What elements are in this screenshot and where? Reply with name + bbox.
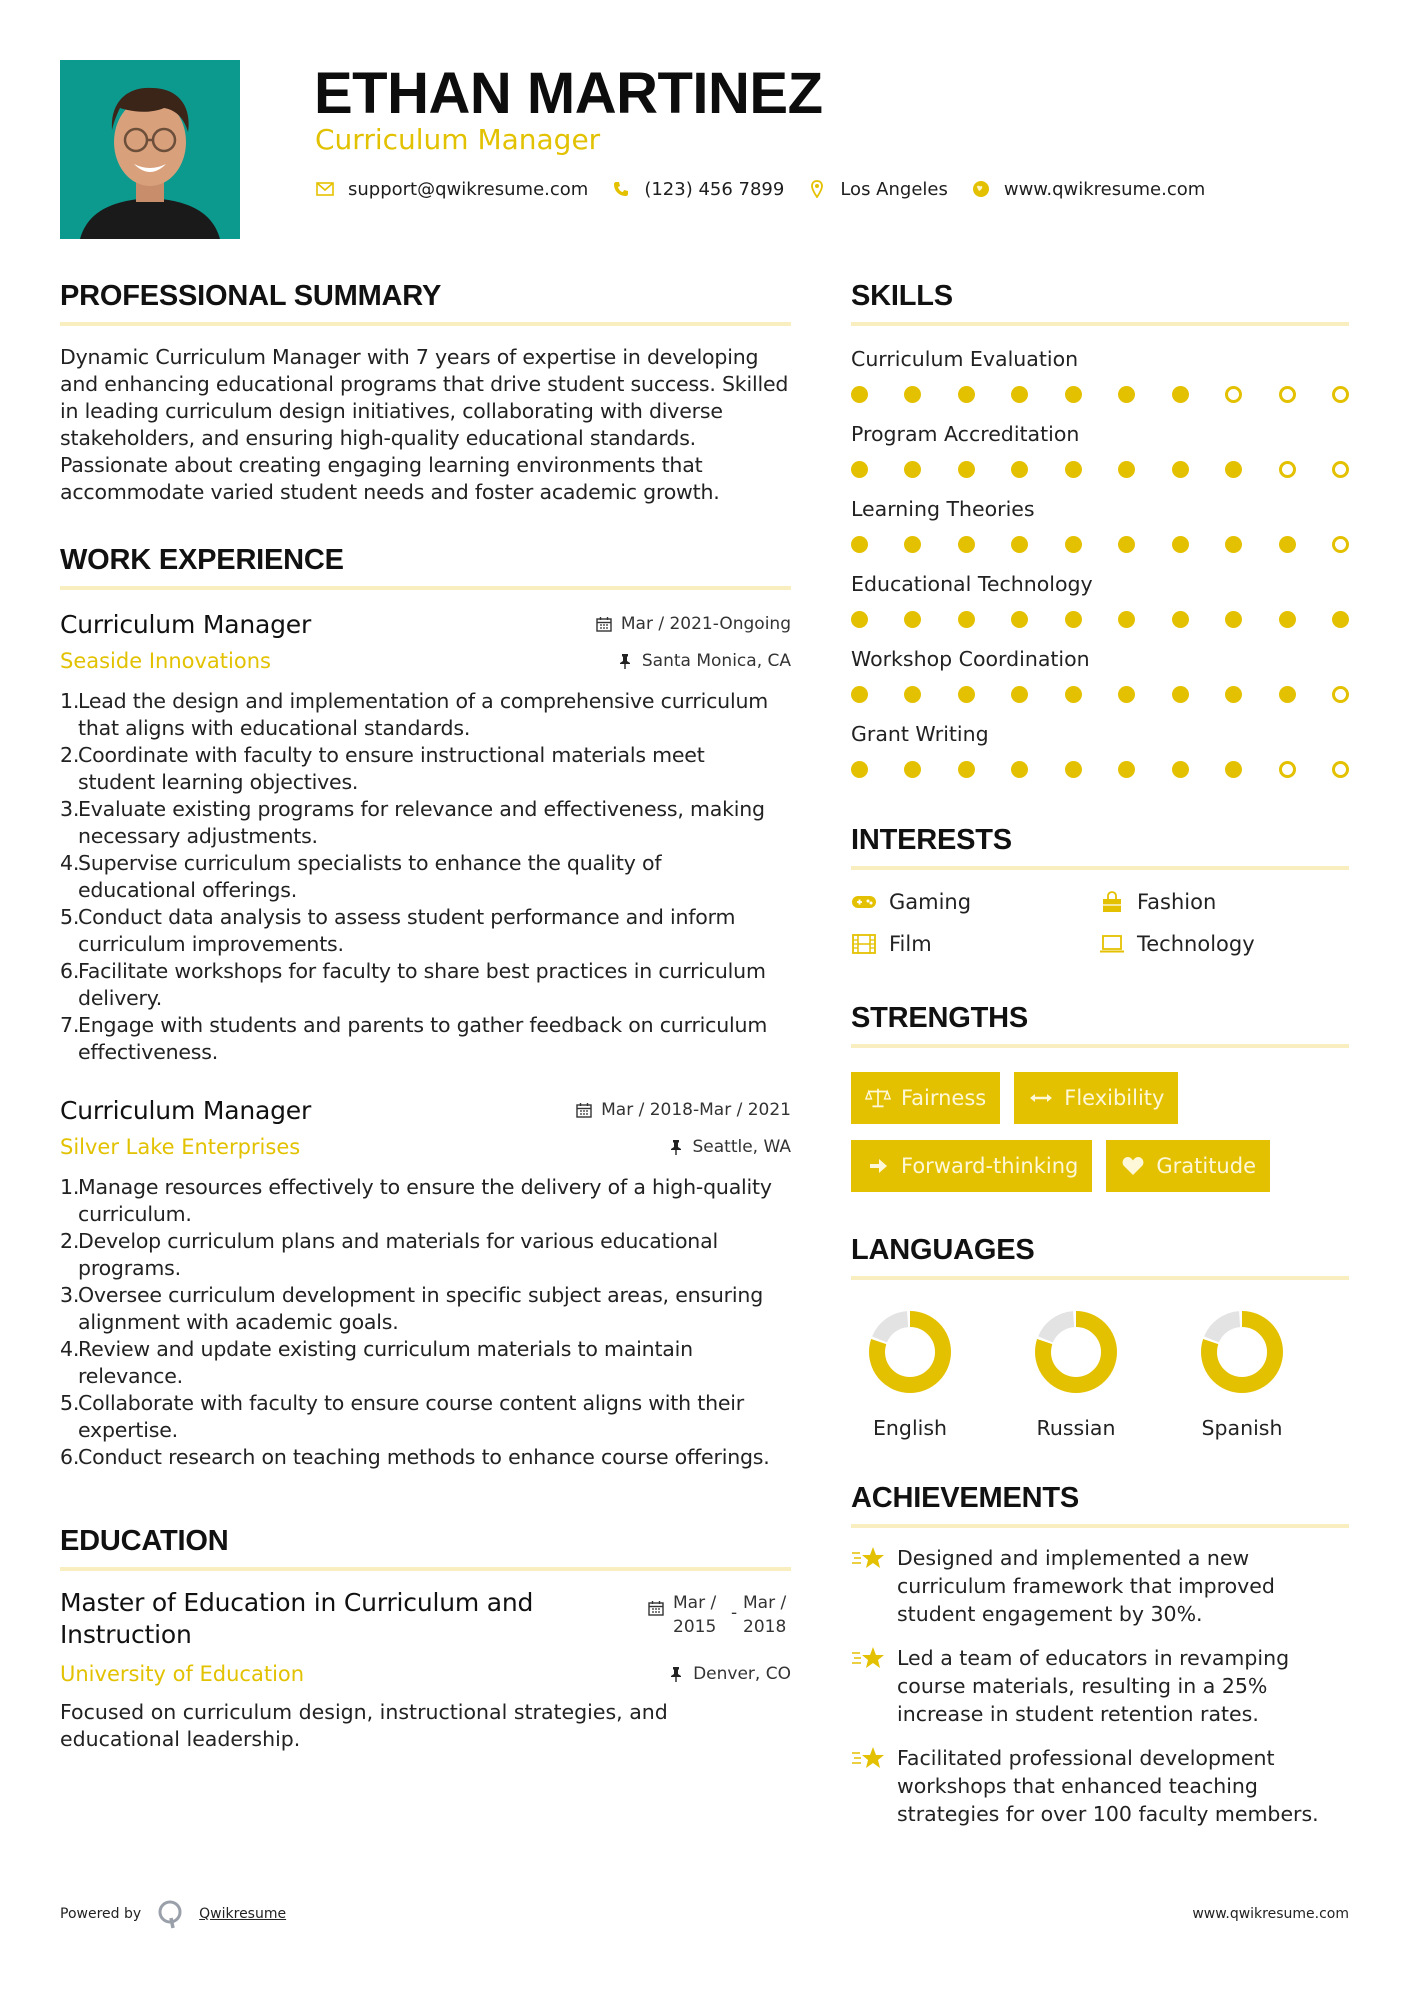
globe-icon — [970, 178, 992, 200]
section-divider — [851, 322, 1349, 326]
skill-rating — [851, 686, 1349, 703]
strength-label: Gratitude — [1156, 1154, 1256, 1178]
rating-dot-filled — [1279, 536, 1296, 553]
pushpin-icon — [616, 652, 634, 670]
left-column — [60, 278, 791, 1753]
achievement-item — [851, 1544, 1349, 1628]
language-donut-chart — [1200, 1310, 1284, 1394]
skill-name: Workshop Coordination — [851, 647, 1090, 671]
section-divider — [60, 322, 791, 326]
profile-photo — [60, 60, 240, 239]
job-location-text: Seattle, WA — [692, 1137, 791, 1157]
rating-dot-filled — [1011, 536, 1028, 553]
skill-rating — [851, 761, 1349, 778]
strengths-section — [851, 1000, 1349, 1192]
list-item: 1. Manage resources effectively to ensure the delivery of a high-quality curriculum. — [60, 1175, 772, 1226]
language-donut-chart — [868, 1310, 952, 1394]
skill-name: Program Accreditation — [851, 422, 1080, 446]
contact-email[interactable] — [314, 178, 588, 200]
language-item — [1017, 1310, 1183, 1440]
section-divider — [60, 1567, 791, 1571]
language-name: English — [872, 1416, 948, 1440]
summary-section — [60, 278, 791, 506]
rating-dot-filled — [1011, 461, 1028, 478]
map-pin-icon — [806, 178, 828, 200]
rating-dot-empty — [1332, 461, 1349, 478]
achievement-item — [851, 1644, 1349, 1728]
rating-dot-filled — [1118, 761, 1135, 778]
achievement-text: Led a team of educators in revamping course materials, resulting in a 25% increase in student retention rates. — [897, 1646, 1290, 1726]
interest-label: Gaming — [889, 890, 972, 914]
pushpin-icon — [667, 1138, 685, 1156]
laptop-icon — [1099, 933, 1125, 955]
rating-dot-filled — [1011, 386, 1028, 403]
strength-tag-forward-thinking — [851, 1140, 1092, 1192]
strength-tag-flexibility — [1014, 1072, 1178, 1124]
section-divider — [851, 866, 1349, 870]
end-month: Mar / — [743, 1593, 787, 1613]
education-section — [60, 1523, 791, 1753]
languages-list — [851, 1310, 1349, 1440]
start-month: Mar / — [673, 1593, 717, 1613]
rating-dot-filled — [904, 386, 921, 403]
rating-dot-filled — [851, 386, 868, 403]
phone-icon — [610, 178, 632, 200]
skill-rating — [851, 611, 1349, 628]
company-name: Silver Lake Enterprises — [60, 1135, 301, 1159]
rating-dot-filled — [958, 686, 975, 703]
film-icon — [851, 933, 877, 955]
language-item — [1183, 1310, 1349, 1440]
achievements-section — [851, 1480, 1349, 1828]
rating-dot-empty — [1332, 536, 1349, 553]
rating-dot-filled — [851, 686, 868, 703]
company-name: Seaside Innovations — [60, 649, 271, 673]
contact-website[interactable] — [970, 178, 1205, 200]
rating-dot-filled — [851, 761, 868, 778]
interest-label: Technology — [1137, 932, 1255, 956]
language-name: Spanish — [1201, 1416, 1283, 1440]
skill-item — [851, 496, 1349, 553]
achievement-text: Designed and implemented a new curriculum framework that improved student engagement by 30%. — [897, 1546, 1275, 1626]
contact-website-text: www.qwikresume.com — [1003, 178, 1206, 200]
skill-rating — [851, 461, 1349, 478]
skill-item — [851, 721, 1349, 778]
shopping-bag-icon — [1099, 891, 1125, 913]
skill-name: Educational Technology — [851, 572, 1093, 596]
skill-item — [851, 346, 1349, 403]
calendar-icon — [575, 1101, 593, 1119]
section-title-summary: PROFESSIONAL SUMMARY — [60, 280, 442, 312]
skill-name: Grant Writing — [851, 722, 989, 746]
rating-dot-filled — [1225, 611, 1242, 628]
section-title-languages: LANGUAGES — [851, 1234, 1035, 1266]
list-item: 4. Supervise curriculum specialists to enhance the quality of educational offerings. — [60, 851, 662, 902]
footer-website-link[interactable]: www.qwikresume.com — [1192, 1906, 1349, 1922]
job-entry — [60, 608, 791, 1066]
shooting-star-icon — [851, 1744, 887, 1774]
rating-dot-filled — [1065, 686, 1082, 703]
rating-dot-empty — [1279, 461, 1296, 478]
rating-dot-filled — [1065, 461, 1082, 478]
rating-dot-filled — [1172, 761, 1189, 778]
contact-bar — [314, 178, 1227, 200]
list-item: 6. Conduct research on teaching methods to enhance course offerings. — [60, 1445, 770, 1469]
rating-dot-filled — [1118, 611, 1135, 628]
rating-dot-filled — [958, 536, 975, 553]
powered-by — [60, 1898, 286, 1930]
rating-dot-filled — [904, 761, 921, 778]
languages-section — [851, 1232, 1349, 1440]
section-title-experience: WORK EXPERIENCE — [60, 544, 344, 576]
job-location — [616, 651, 791, 671]
strength-label: Fairness — [901, 1086, 987, 1110]
skill-item — [851, 646, 1349, 703]
list-item: 7. Engage with students and parents to gather feedback on curriculum effectiveness. — [60, 1013, 768, 1064]
rating-dot-filled — [1011, 611, 1028, 628]
section-title-education: EDUCATION — [60, 1525, 229, 1557]
rating-dot-filled — [1065, 536, 1082, 553]
rating-dot-filled — [958, 386, 975, 403]
interest-film — [851, 932, 1099, 956]
job-date-text: Mar / 2021-Ongoing — [620, 614, 791, 634]
rating-dot-filled — [1172, 686, 1189, 703]
skill-rating — [851, 386, 1349, 403]
calendar-icon — [595, 615, 613, 633]
footer — [60, 1898, 1349, 1930]
section-title-strengths: STRENGTHS — [851, 1002, 1029, 1034]
rating-dot-empty — [1332, 761, 1349, 778]
rating-dot-empty — [1332, 386, 1349, 403]
language-donut-chart — [1034, 1310, 1118, 1394]
interest-label: Fashion — [1137, 890, 1217, 914]
job-duties-list — [60, 1174, 791, 1471]
interest-label: Film — [889, 932, 932, 956]
rating-dot-filled — [1065, 611, 1082, 628]
list-item: 1. Lead the design and implementation of a comprehensive curriculum that aligns with educational standards. — [60, 689, 769, 740]
job-duties-list — [60, 688, 791, 1066]
rating-dot-filled — [1172, 611, 1189, 628]
heart-icon — [1120, 1155, 1146, 1177]
rating-dot-filled — [1011, 761, 1028, 778]
rating-dot-filled — [1225, 761, 1242, 778]
arrow-right-icon — [865, 1155, 891, 1177]
job-entry — [60, 1094, 791, 1471]
job-location-text: Santa Monica, CA — [641, 651, 791, 671]
list-item: 5. Collaborate with faculty to ensure course content aligns with their expertise. — [60, 1391, 745, 1442]
rating-dot-filled — [1172, 386, 1189, 403]
job-title: Curriculum Manager — [60, 1096, 312, 1125]
skills-list — [851, 346, 1349, 778]
skill-item — [851, 571, 1349, 628]
rating-dot-filled — [958, 761, 975, 778]
degree-title: Master of Education in Curriculum and Instruction — [60, 1588, 534, 1649]
school-location — [667, 1664, 791, 1684]
envelope-icon — [314, 178, 336, 200]
arrows-horizontal-icon — [1028, 1087, 1054, 1109]
list-item: 5. Conduct data analysis to assess student performance and inform curriculum improvements. — [60, 905, 736, 956]
school-location-text: Denver, CO — [693, 1664, 791, 1684]
skill-name: Curriculum Evaluation — [851, 347, 1079, 371]
job-date — [595, 614, 791, 634]
contact-location — [806, 178, 948, 200]
interests-section — [851, 822, 1349, 956]
summary-text: Dynamic Curriculum Manager with 7 years of expertise in developing and enhancing educational programs that drive student success. Skilled in leading curriculum design initiatives, collaborating with diverse stakeholders, and ensuring high-quality educational standards. Passionate about creating engaging learning environments that accommodate varied student needs and foster academic growth. — [60, 345, 789, 504]
rating-dot-filled — [1225, 686, 1242, 703]
section-divider — [851, 1524, 1349, 1528]
rating-dot-empty — [1225, 386, 1242, 403]
contact-email-text: support@qwikresume.com — [348, 178, 589, 200]
skill-rating — [851, 536, 1349, 553]
rating-dot-filled — [1065, 761, 1082, 778]
shooting-star-icon — [851, 1644, 887, 1674]
rating-dot-filled — [1172, 536, 1189, 553]
section-title-skills: SKILLS — [851, 280, 953, 312]
rating-dot-filled — [1172, 461, 1189, 478]
qwikresume-logo-icon — [155, 1898, 187, 1930]
strength-tag-gratitude — [1106, 1140, 1270, 1192]
experience-section — [60, 542, 791, 1471]
strength-tag-fairness — [851, 1072, 1000, 1124]
language-item — [851, 1310, 1017, 1440]
rating-dot-filled — [904, 611, 921, 628]
rating-dot-filled — [958, 611, 975, 628]
candidate-name: ETHAN MARTINEZ — [314, 61, 823, 126]
rating-dot-filled — [1065, 386, 1082, 403]
list-item: 4. Review and update existing curriculum materials to maintain relevance. — [60, 1337, 693, 1388]
rating-dot-filled — [1118, 386, 1135, 403]
language-name: Russian — [1036, 1416, 1116, 1440]
interest-gaming — [851, 890, 1099, 914]
school-name: University of Education — [60, 1662, 305, 1686]
person-photo-icon — [60, 60, 240, 239]
list-item: 2. Develop curriculum plans and materials for various educational programs. — [60, 1229, 718, 1280]
job-title: Curriculum Manager — [60, 610, 312, 639]
rating-dot-filled — [1118, 686, 1135, 703]
list-item: 2. Coordinate with faculty to ensure instructional materials meet student learning objectives. — [60, 743, 705, 794]
rating-dot-filled — [1279, 686, 1296, 703]
achievement-text: Facilitated professional development workshops that enhanced teaching strategies for over 100 faculty members. — [897, 1746, 1319, 1826]
interest-technology — [1099, 932, 1349, 956]
candidate-role: Curriculum Manager — [315, 123, 601, 156]
skills-section — [851, 278, 1349, 778]
rating-dot-filled — [1225, 536, 1242, 553]
education-dates — [647, 1591, 791, 1639]
rating-dot-filled — [851, 536, 868, 553]
rating-dot-filled — [1225, 461, 1242, 478]
powered-by-label: Powered by — [60, 1906, 142, 1922]
section-divider — [60, 586, 791, 590]
education-description: Focused on curriculum design, instructional strategies, and educational leadership. — [60, 1700, 668, 1751]
contact-location-text: Los Angeles — [840, 178, 948, 200]
date-separator: - — [731, 1603, 738, 1623]
rating-dot-filled — [1118, 461, 1135, 478]
calendar-icon — [647, 1599, 665, 1617]
shooting-star-icon — [851, 1544, 887, 1574]
rating-dot-filled — [1279, 611, 1296, 628]
strength-label: Flexibility — [1064, 1086, 1165, 1110]
contact-phone[interactable] — [610, 178, 784, 200]
strength-label: Forward-thinking — [901, 1154, 1079, 1178]
achievement-item — [851, 1744, 1349, 1828]
skill-name: Learning Theories — [851, 497, 1035, 521]
rating-dot-filled — [904, 686, 921, 703]
job-date-text: Mar / 2018-Mar / 2021 — [601, 1100, 791, 1120]
skill-item — [851, 421, 1349, 478]
job-location — [667, 1137, 792, 1157]
rating-dot-filled — [904, 536, 921, 553]
section-divider — [851, 1044, 1349, 1048]
section-title-interests: INTERESTS — [851, 824, 1012, 856]
job-date — [575, 1100, 791, 1120]
rating-dot-filled — [851, 461, 868, 478]
rating-dot-filled — [958, 461, 975, 478]
rating-dot-filled — [851, 611, 868, 628]
rating-dot-empty — [1279, 761, 1296, 778]
section-title-achievements: ACHIEVEMENTS — [851, 1482, 1080, 1514]
balance-scale-icon — [865, 1087, 891, 1109]
list-item: 6. Facilitate workshops for faculty to share best practices in curriculum delivery. — [60, 959, 766, 1010]
gamepad-icon — [851, 891, 877, 913]
list-item: 3. Evaluate existing programs for relevance and effectiveness, making necessary adjustments. — [60, 797, 765, 848]
pushpin-icon — [667, 1665, 685, 1683]
end-year: 2018 — [743, 1617, 787, 1637]
contact-phone-text: (123) 456 7899 — [644, 178, 785, 200]
strengths-tags — [851, 1072, 1349, 1192]
section-divider — [851, 1276, 1349, 1280]
rating-dot-empty — [1332, 686, 1349, 703]
rating-dot-filled — [1011, 686, 1028, 703]
start-year: 2015 — [673, 1617, 717, 1637]
interests-grid — [851, 890, 1349, 956]
rating-dot-filled — [1118, 536, 1135, 553]
rating-dot-filled — [904, 461, 921, 478]
interest-fashion — [1099, 890, 1349, 914]
right-column — [851, 278, 1349, 1828]
qwikresume-link[interactable]: Qwikresume — [199, 1906, 287, 1922]
rating-dot-filled — [1332, 611, 1349, 628]
list-item: 3. Oversee curriculum development in specific subject areas, ensuring alignment with academic goals. — [60, 1283, 764, 1334]
rating-dot-empty — [1279, 386, 1296, 403]
